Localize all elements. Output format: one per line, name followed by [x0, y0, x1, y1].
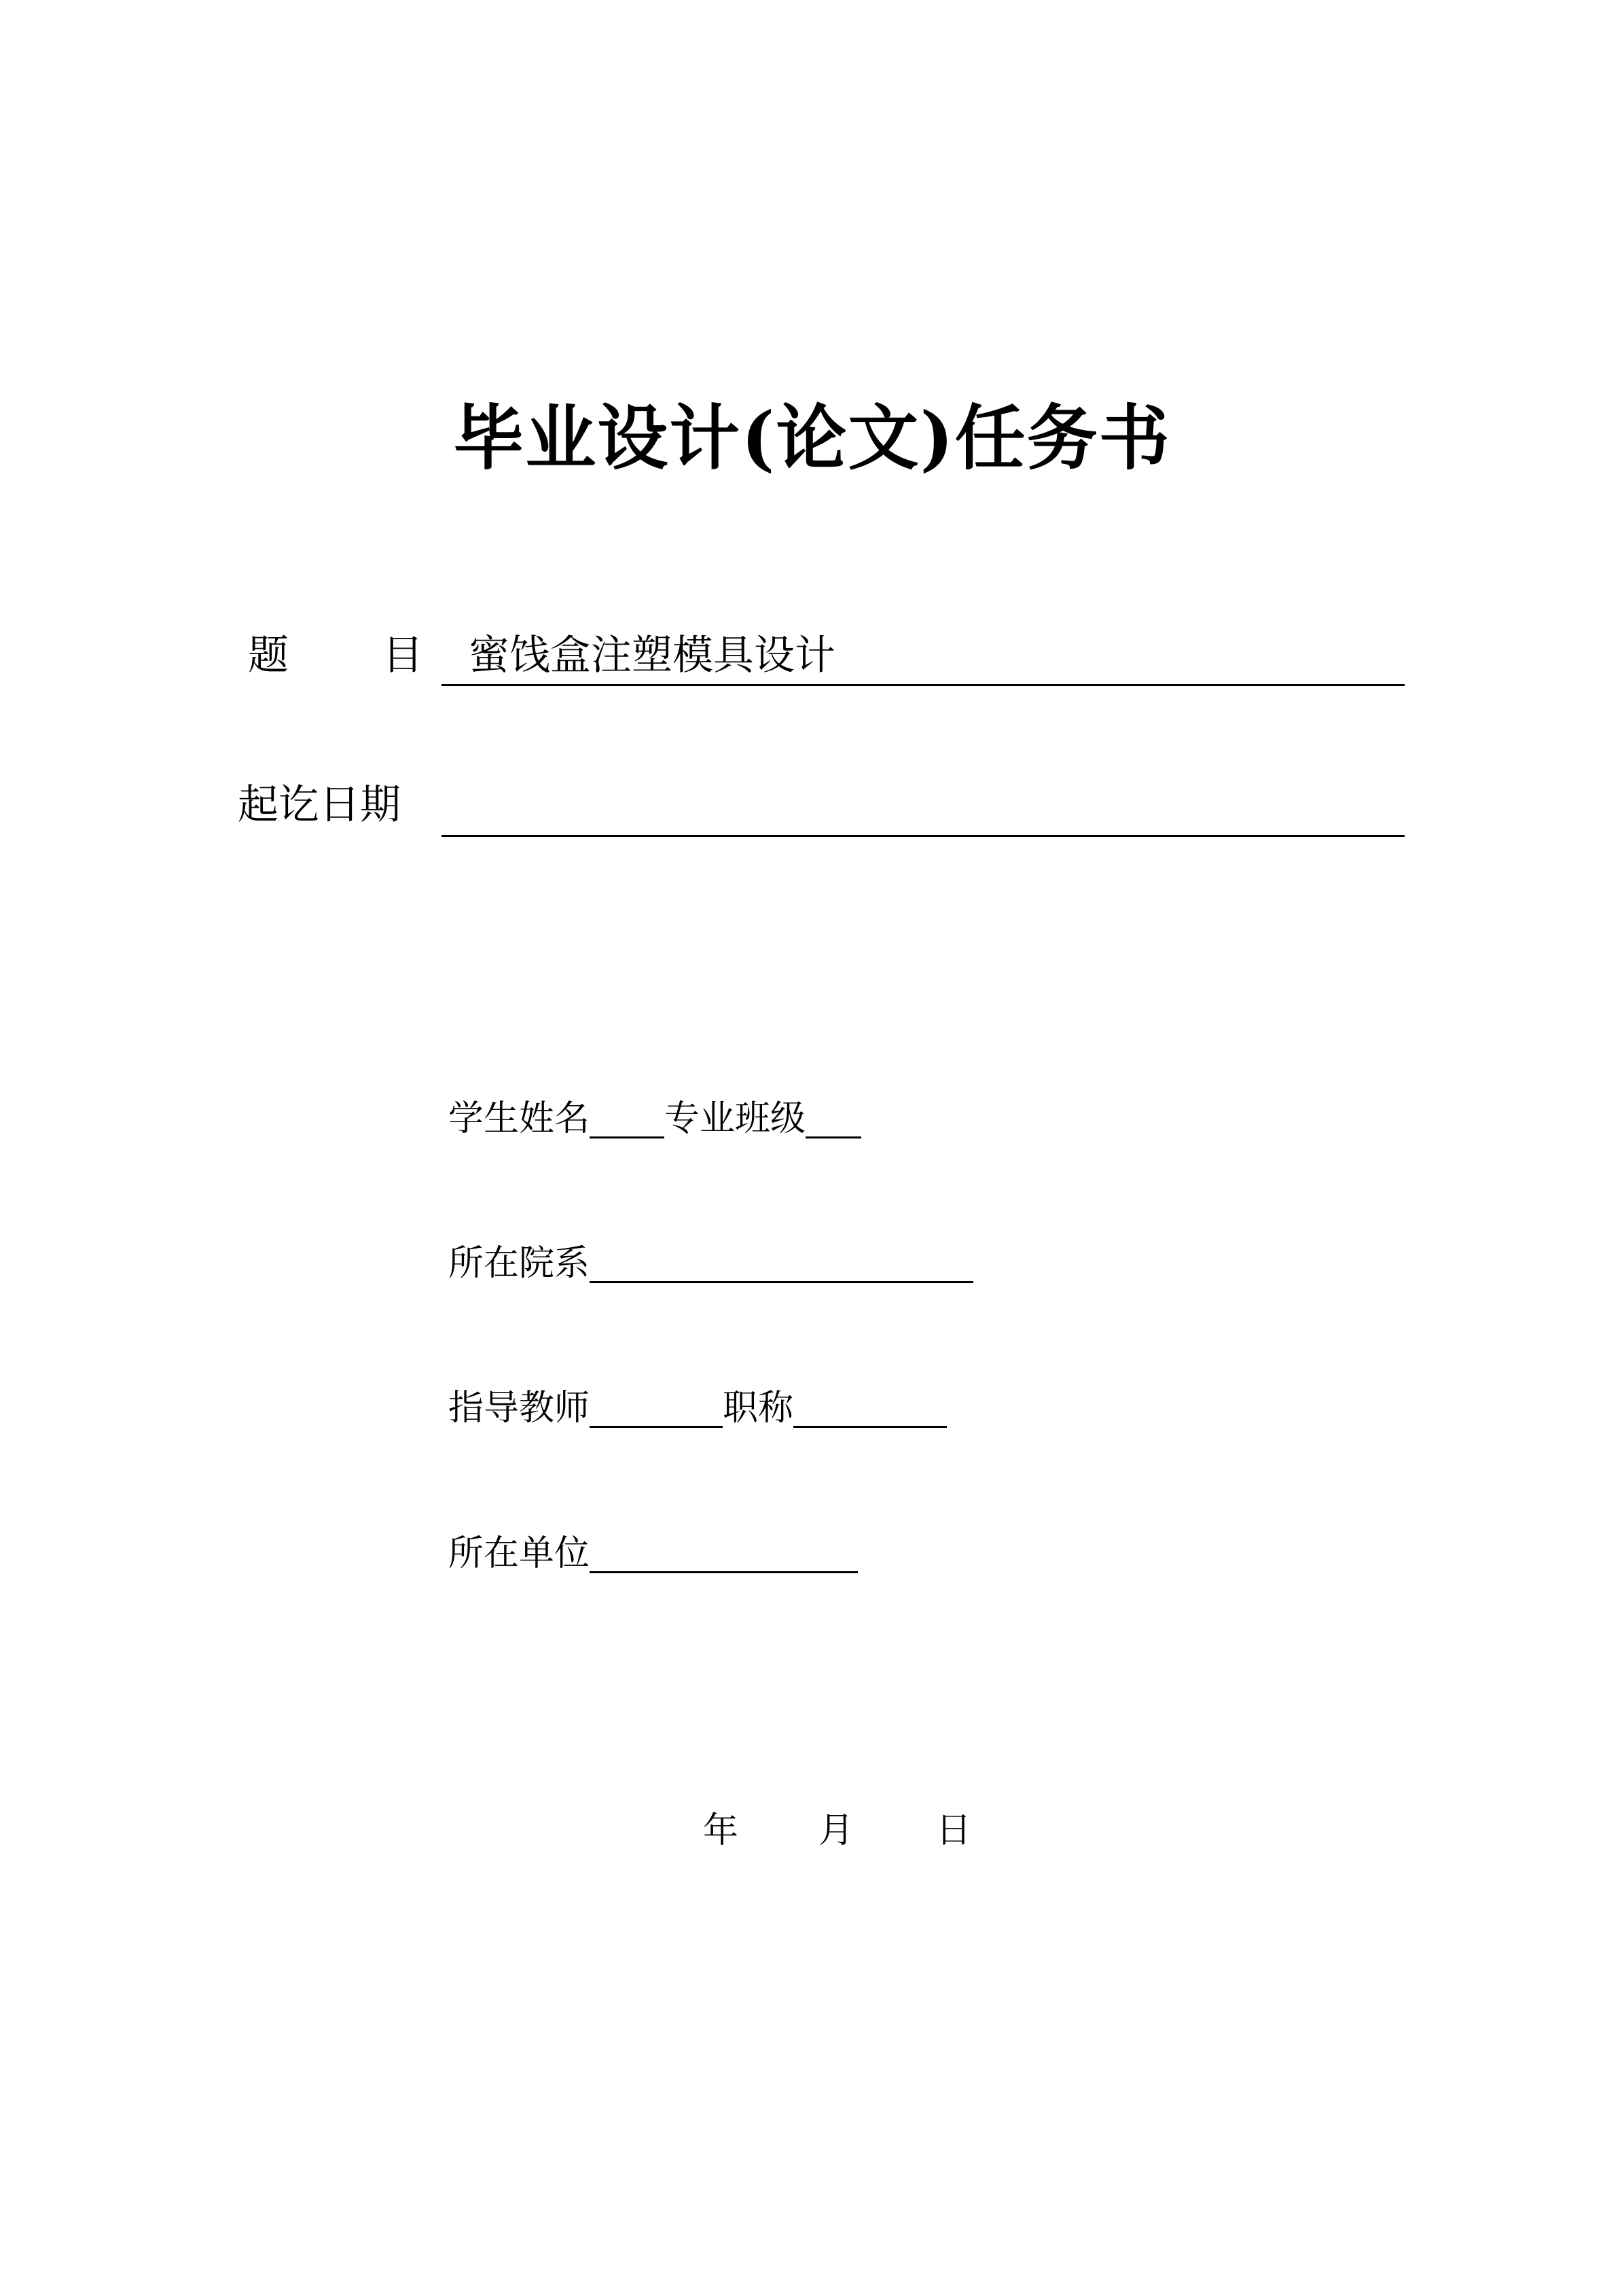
student-name-blank — [590, 1136, 664, 1138]
date-year-label: 年 — [703, 1810, 739, 1851]
unit-blank — [590, 1571, 858, 1573]
title-rank-label: 职称 — [723, 1388, 794, 1429]
title-rank-blank — [793, 1426, 947, 1428]
start-date-underline — [441, 835, 1405, 837]
topic-underline — [441, 684, 1405, 686]
major-class-label: 专业班级 — [664, 1098, 806, 1139]
department-label: 所在院系 — [448, 1243, 590, 1284]
topic-label-char2: 目 — [382, 632, 423, 679]
document-title: 毕业设计(论文)任务书 — [453, 396, 1171, 480]
date-month-label: 月 — [818, 1810, 854, 1851]
topic-label-char1: 题 — [248, 632, 289, 679]
advisor-row — [448, 1384, 947, 1432]
unit-row — [448, 1530, 858, 1577]
major-class-blank — [806, 1136, 861, 1138]
student-name-label: 学生姓名 — [448, 1098, 590, 1139]
topic-value: 蜜饯盒注塑模具设计 — [469, 632, 835, 679]
advisor-label: 指导教师 — [448, 1388, 590, 1429]
date-day-label: 日 — [936, 1810, 972, 1851]
student-row — [448, 1095, 861, 1143]
advisor-blank — [590, 1426, 723, 1428]
unit-label: 所在单位 — [448, 1533, 590, 1574]
department-row — [448, 1240, 973, 1287]
start-date-label: 起讫日期 — [238, 781, 401, 829]
department-blank — [590, 1281, 973, 1283]
